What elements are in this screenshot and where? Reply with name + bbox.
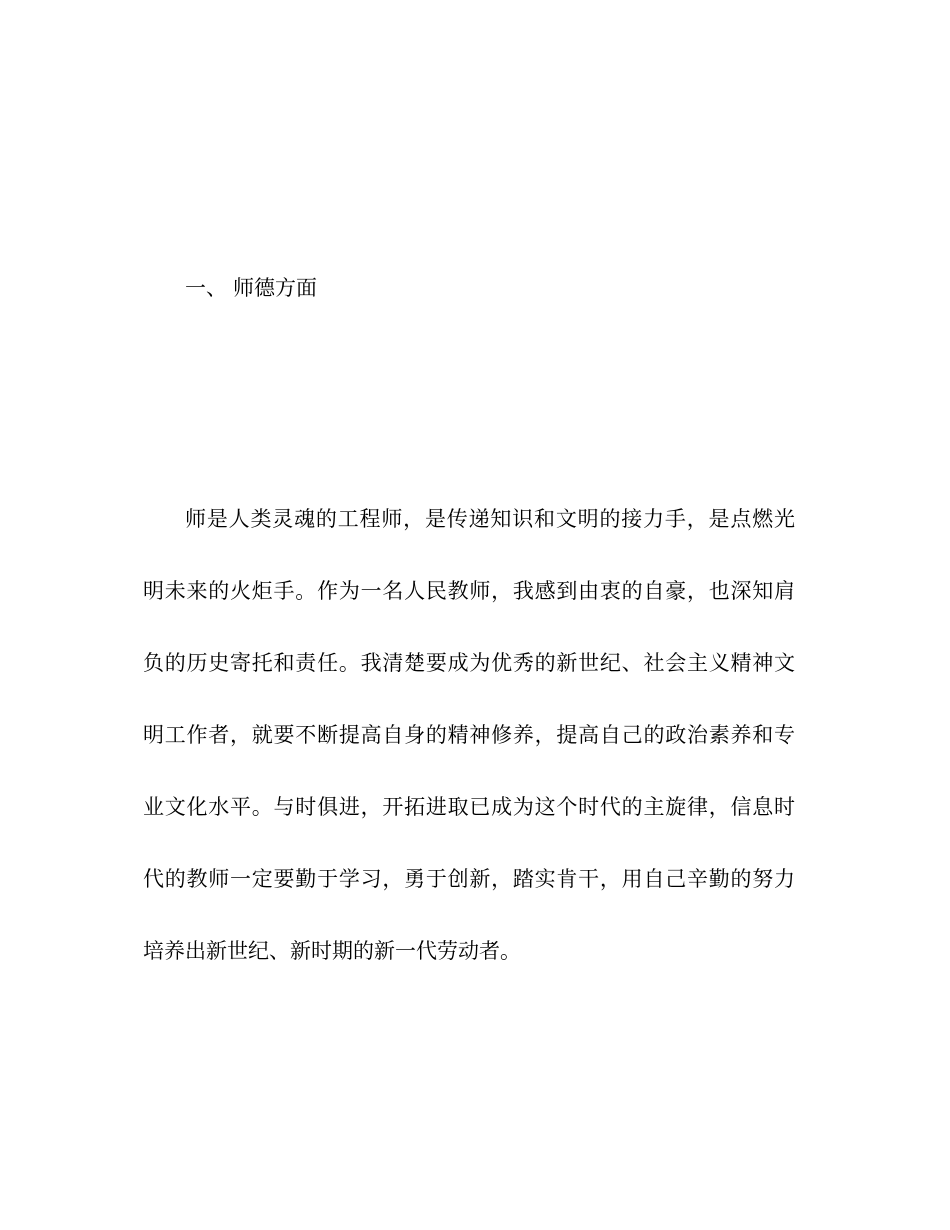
paragraph-line: 师是人类灵魂的工程师，是传递知识和文明的接力手，是点燃光 xyxy=(185,507,795,531)
paragraph-line: 培养出新世纪、新时期的新一代劳动者。 xyxy=(143,939,521,963)
paragraph-line: 明工作者，就要不断提高自身的精神修养，提高自己的政治素养和专 xyxy=(143,723,795,747)
paragraph-line: 负的历史寄托和责任。我清楚要成为优秀的新世纪、社会主义精神文 xyxy=(143,651,795,675)
paragraph-line: 业文化水平。与时俱进，开拓进取已成为这个时代的主旋律，信息时 xyxy=(143,795,795,819)
paragraph-line: 代的教师一定要勤于学习，勇于创新，踏实肯干，用自己辛勤的努力 xyxy=(143,867,795,891)
section-heading xyxy=(185,272,317,304)
section-number: 一、 xyxy=(185,276,227,300)
paragraph-line: 明未来的火炬手。作为一名人民教师，我感到由衷的自豪，也深知肩 xyxy=(143,579,795,603)
section-title: 师德方面 xyxy=(233,276,317,300)
body-paragraph xyxy=(143,483,795,987)
